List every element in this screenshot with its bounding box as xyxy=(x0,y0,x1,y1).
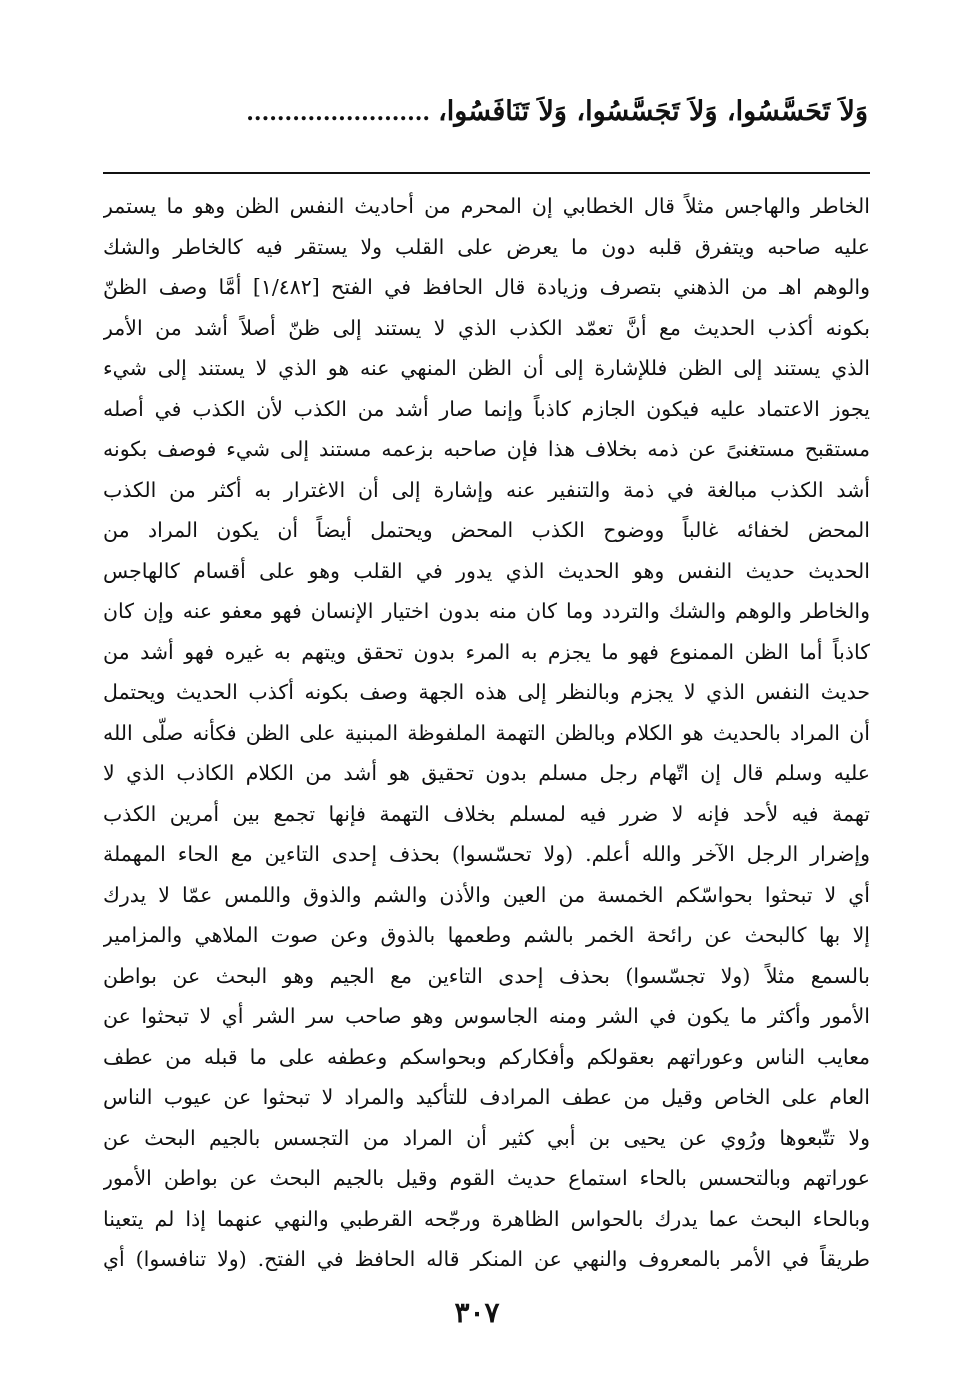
header-dots: ........................ xyxy=(246,100,431,126)
header-divider xyxy=(103,172,870,174)
text-line: إلا بها كالبحث عن رائحة الخمر بالشم وطعمها بالذوق وعن صوت الملاهي والمزامير xyxy=(103,923,870,947)
text-line: كاذباً أما الظن الممنوع فهو ما يجزم به المرء بدون تحقق ويتهم به غيره فهو أشد من xyxy=(103,639,870,664)
text-line: أن المراد بالحديث هو الكلام وبالظن التهمة الملفوظة المبنية على الظن فكأنه صلّى الله xyxy=(103,720,870,745)
text-line: العام على الخاص وقيل من عطف المرادف للتأكيد والمراد لا تبحثوا عن عيوب الناس xyxy=(103,1085,870,1109)
text-line: تهمة فيه لأحد فإنه لا ضرر فيه لمسلم بخلاف التهمة فإنها تجمع بين أمرين الكذب xyxy=(103,801,870,826)
text-line: معايب الناس وعوراتهم بعقولكم وأفكاركم وبحواسكم وعطفه على ما قبله من عطف xyxy=(103,1044,870,1069)
text-line: طريقاً في الأمر بالمعروف والنهي عن المنكر قاله الحافظ في الفتح. (ولا تنافسوا) أي xyxy=(103,1247,870,1271)
text-line: عوراتهم وبالتحسس بالحاء استماع حديث القوم وقيل بالجيم البحث عن بواطن الأمور xyxy=(103,1166,870,1190)
text-line: وإضرار الرجل الآخر والله أعلم. (ولا تحسّسوا) بحذف إحدى التاءين مع الحاء المهملة xyxy=(103,842,870,866)
text-line: الحديث حديث النفس وهو الحديث الذي يدور في القلب وهو على أقسام كالهاجس xyxy=(103,558,870,583)
text-line: حديث النفس الذي لا يجزم وبالنظر إلى هذه الجهة وصف بكونه أكذب الحديث ويحتمل xyxy=(103,680,870,704)
text-line: والخاطر والوهم والشك والتردد وما كان منه بدون اختيار الإنسان فهو معفو عنه وإن كان xyxy=(103,599,870,623)
text-line: عليه وسلم قال إن اتّهام رجل مسلم بدون تحقيق هو أشد من الكلام الكاذب الذي لا xyxy=(103,761,870,785)
text-line: ولا تتّبعوها ورُوي عن يحيى بن أبي كثير أن المراد من التجسس بالجيم البحث عن xyxy=(103,1125,870,1150)
body-text xyxy=(103,186,870,1280)
text-line: الخاطر والهاجس مثلاً قال الخطابي إن المحرم من أحاديث النفس الظن وهو ما يستمر xyxy=(103,194,870,218)
text-line: الذي يستند إلى الظن فللإشارة إلى أن الظن المنهي عنه هو الذي لا يستند إلى شيء xyxy=(103,356,870,380)
text-line: وبالحاء البحث عما يدرك بالحواس الظاهرة ورجّحه القرطبي والنهي عنهما إذا لم يتعينا xyxy=(103,1206,870,1231)
text-line: بالسمع مثلاً (ولا تجسّسوا) بحذف إحدى التاءين مع الجيم وهو البحث عن بواطن xyxy=(103,963,870,988)
text-line: مستقبح مستغنىً عن ذمه بخلاف هذا فإن صاحبه بزعمه مستند إلى شيء فوصف بكونه xyxy=(103,437,870,461)
page-number: ٣٠٧ xyxy=(454,1296,500,1329)
text-line: والوهم اهـ من الذهني بتصرف وزيادة قال الحافظ في الفتح [١/٤٨٢] أمَّا وصف الظنّ xyxy=(103,275,870,299)
text-line: الأمور وأكثر ما يكون في الشر ومنه الجاسوس وهو صاحب سر الشر أي لا تبحثوا عن xyxy=(103,1004,870,1028)
text-line: أشد الكذب مبالغة في ذمة والتنفير عنه وإشارة إلى أن الاغترار به أكثر من الكذب xyxy=(103,477,870,502)
text-line: أي لا تبحثوا بحواسّكم الخمسة من العين والأذن والشم والذوق واللمس عمّا لا يدرك xyxy=(103,882,870,907)
running-header xyxy=(106,96,868,144)
text-line: عليه صاحبه ويتفرق قلبه دون ما يعرض على القلب ولا يستقر فيه كالخاطر والشك xyxy=(103,234,870,259)
text-line: بكونه أكذب الحديث مع أنَّ تعمّد الكذب الذي لا يستند إلى ظنّ أصلاً أشد من الأمر xyxy=(103,315,870,340)
text-line: المحض لخفائه غالباً ووضوح الكذب المحض ويحتمل أيضاً أن يكون المراد من xyxy=(103,518,870,542)
text-line: يجوز الاعتماد عليه فيكون الجازم كاذباً وإنما صار أشد من الكذب لأن الكذب في أصله xyxy=(103,396,870,421)
header-title: وَلاَ تَحَسَّسُوا، وَلاَ تَجَسَّسُوا، وَلاَ تَنَافَسُوا، xyxy=(438,96,868,127)
